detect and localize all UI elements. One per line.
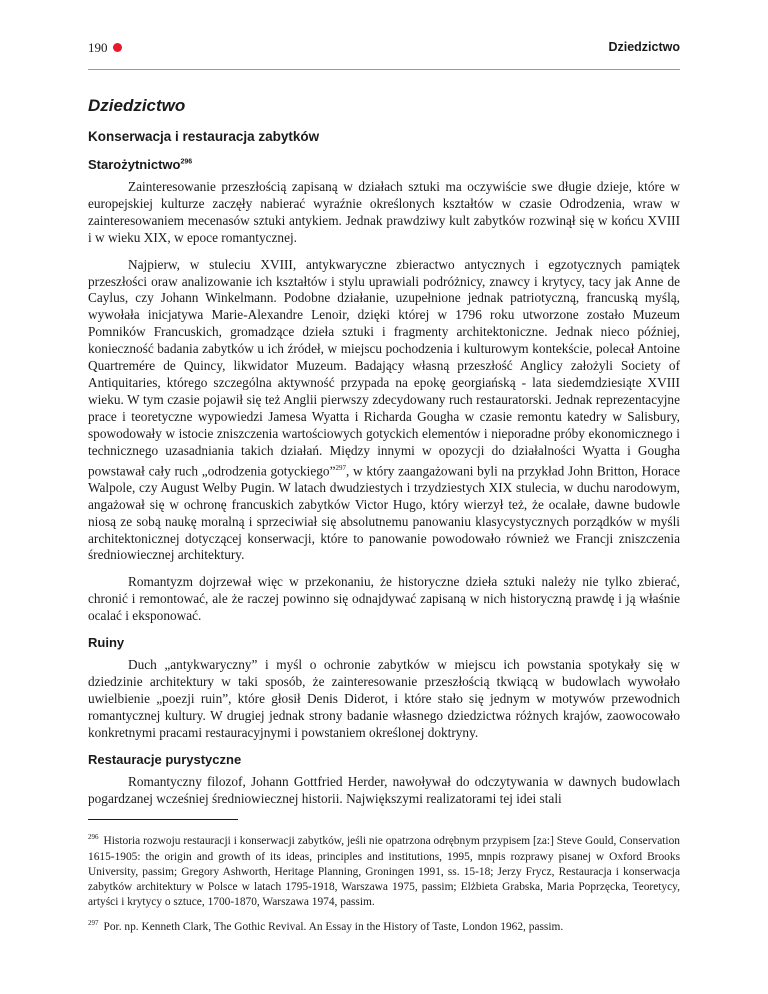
- header-divider: [88, 69, 680, 70]
- subsection-heading-ruiny: Ruiny: [88, 635, 125, 651]
- paragraph: Zainteresowanie przeszłością zapisaną w działach sztuki ma oczywiście swe długie dzieje, które w europejskiej kulturze zaczęły nabierać wyraźnie określonych kształtów w czasie Odrodzenia, wraw w zainteresowaniem mecenasów sztuki antykiem. Jednak prawdziwy kult zabytków rozwinął się w końcu XVIII i w wieku XIX, w epoce romantycznej.: [88, 179, 680, 245]
- red-dot-icon: [113, 43, 122, 52]
- section-heading: Konserwacja i restauracja zabytków: [88, 129, 320, 144]
- footnote-297: $^{297}$ Por. np. Kenneth Clark, The Gothic Revival. An Essay in the History of Taste, London 1962, passim.: [88, 918, 564, 933]
- paragraph: Najpierw, w stuleciu XVIII, antykwaryczne zbieractwo antycznych i egzotycznych pamiątek przeszłości oraw analizowanie ich kształtów i stylu uprawiali podróżnicy, znawcy i krytycy, tacy jak Anne de Caylus, czy Johann Winkelmann. Podobne działanie, uzupełnione jednak patriotyczną, francuską myślą, wywołała inicjatywa Marie-Alexandre Lenoir, dzięki której w 1796 roku utworzone zostało Muzeum Pomników Francuskich, gromadzące dzieła sztuki i fragmenty architektoniczne. Jednak nieco później, konieczność badania zabytków u ich źródeł, w miejscu pochodzenia i kulturowym kontekście, polecał Antoine Quartremére de Quincy, likwidator Muzeum. Badający własną przeszłość Anglicy założyli Society of Antiquitaries, którego szczególna aktywność przypada na epokę georgiańską - lata siedemdziesiąte XVIII wieku. W tym czasie pojawił się też Anglii pierwszy zdecydowany ruch restauratorski. Jednak reprezentacyjne prace i teoretyczne wypowiedzi Jamesa Wyatta i Richarda Gougha w czasie remontu katedry w Salisbury, spowodowały w istocie zniszczenia wartościowych gotyckich elementów i nieporadne próby ekonomicznego i technicznego uzasadniania takich działań. Między innymi w opozycji do działalności Wyatta i Gougha powstawał cały ruch „odrodzenia gotyckiego”$^{297}$, w który zaangażowani byli na przykład John Britton, Horace Walpole, czy August Welby Pugin. W latach dwudziestych i trzydziestych XIX stulecia, w duchu narodowym, angażował się w ochronę francuskich zabytków Victor Hugo, który wierzył też, że ocalałe, dawne budowle niosą ze sobą naukę moralną i sprzeciwiał się absolutnemu panowaniu klasycystycznych porządków w myśli architektonicznej dotyczącej konserwacji, które to panowanie powodowało również we Francji zniszczenia średniowiecznej architektury.: [88, 256, 680, 563]
- paragraph: Romantyczny filozof, Johann Gottfried Herder, nawoływał do odczytywania w dawnych budowlach pogardzanej wcześniej średniowiecznej historii. Największymi realizatorami tej idei stali: [88, 773, 680, 806]
- paragraph: Romantyzm dojrzewał więc w przekonaniu, że historyczne dzieła sztuki należy nie tylko zbierać, chronić i remontować, ale że raczej powinno się odnajdywać zapisaną w nich historyczną prawdę i ją właśnie ocalać i eksponować.: [88, 574, 680, 624]
- subsection-heading-restauracje: Restauracje purystyczne: [88, 751, 242, 767]
- page-header: [88, 40, 680, 60]
- footnote-ref-297[interactable]: 297: [335, 463, 346, 472]
- footnote-296: $^{296}$ Historia rozwoju restauracji i konserwacji zabytków, jeśli nie opatrzona odrębnym przypisem [za:] Steve Gould, Conservation 1615-1905: the origin and growth of its ideas, principles and institutions, 1995, mnpis rozprawy pisanej w Oxford Brooks University, passim; Gregory Ashworth, Heritage Planning, Groningen 1991, ss. 15-18; Jerzy Frycz, Restauracja i konserwacja zabytków architektury w Polsce w latach 1795-1918, Warszawa 1975, passim; Elżbieta Grabska, Maria Poprzęcka, Teoretycy, artyści i krytycy o sztuce, 1700-1870, Warszawa 1974, passim.: [88, 833, 680, 909]
- footnote-divider: [88, 819, 238, 820]
- page-body: [88, 96, 680, 940]
- paragraph: Duch „antykwaryczny” i myśl o ochronie zabytków w miejscu ich powstania spotykały się w dziedzinie architektury w taki sposób, że zainteresowanie przeszłością tkwiącą w budowlach wywołało uwielbienie „poezji ruin”, które głosił Denis Diderot, i które stało się jednym w motywów przewodnich romantycznej kultury. W drugiej jednak strony badanie własnego dziedzictwa różnych krajów, zaowocowało konkretnymi pracami restauracyjnymi i powstaniem określonej doktryny.: [88, 657, 680, 740]
- running-title: Dziedzictwo: [608, 40, 680, 54]
- chapter-title: Dziedzictwo: [88, 96, 186, 115]
- page-number: 190: [88, 40, 122, 56]
- footnote-ref-296[interactable]: 296: [180, 158, 193, 166]
- subsection-heading-starozytnictwo: Starożytnictwo$^{296}$: [88, 157, 193, 172]
